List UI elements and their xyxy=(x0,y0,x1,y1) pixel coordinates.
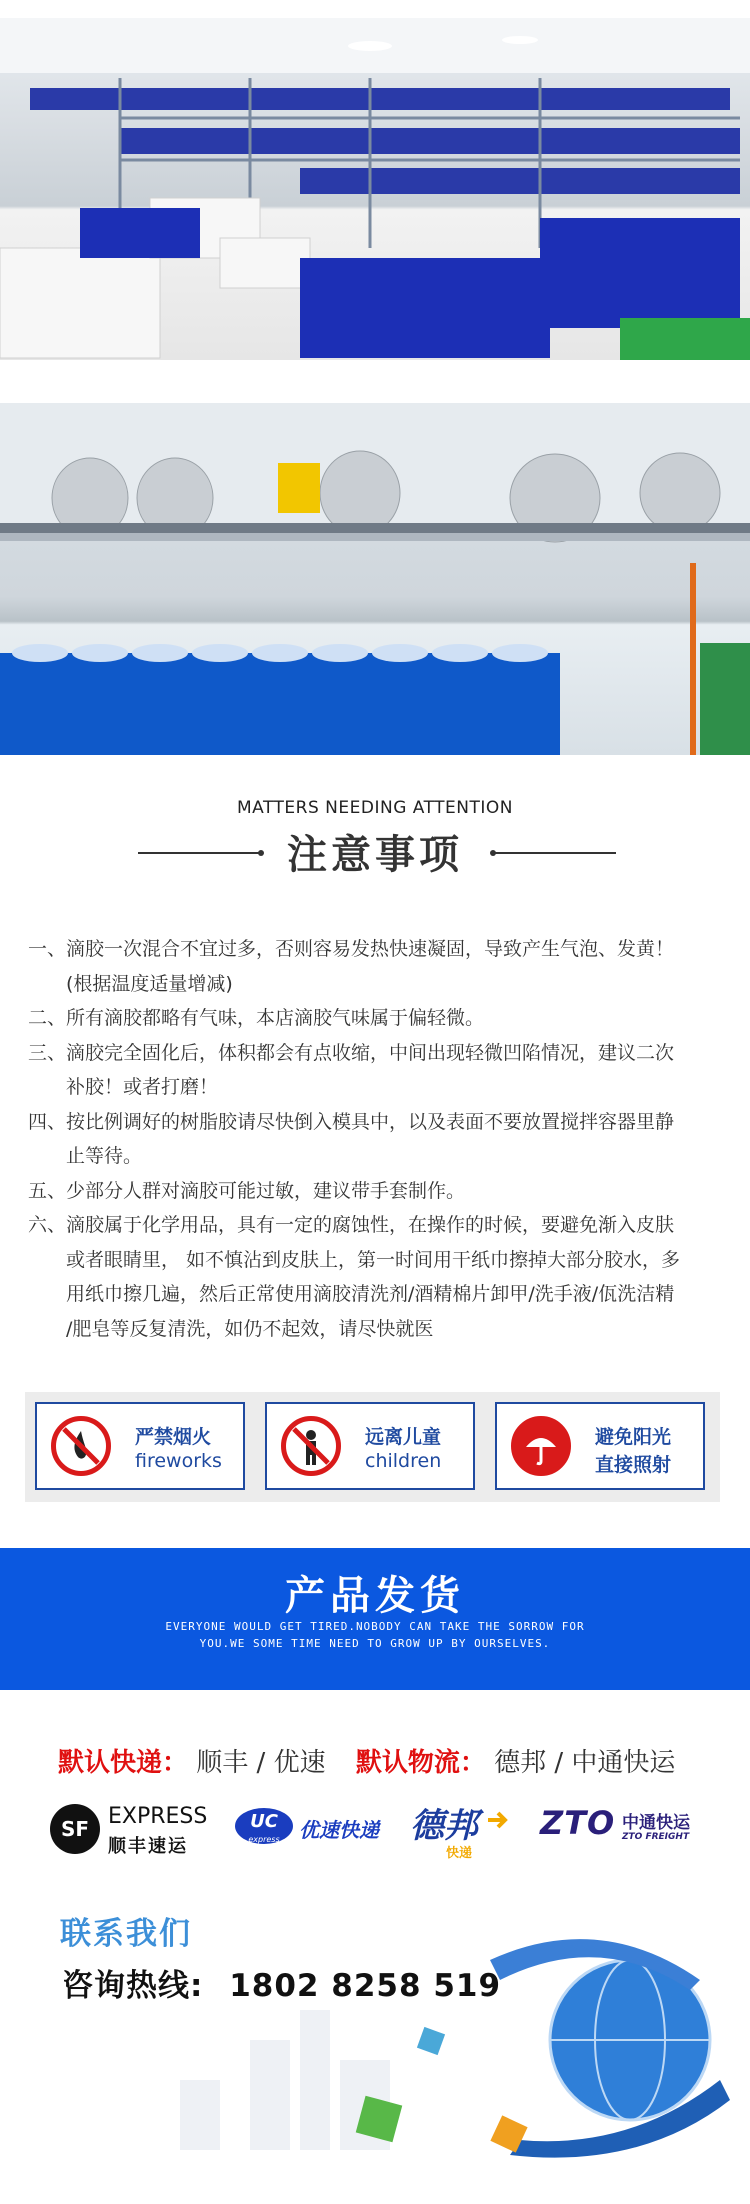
note-1-line-1: 一、滴胶一次混合不宜过多，否则容易发热快速凝固，导致产生气泡、发黄！ xyxy=(28,938,675,960)
shipping-subtitle-line-2: YOU.WE SOME TIME NEED TO GROW UP BY OURSELVES. xyxy=(199,1637,551,1650)
sf-name: EXPRESS xyxy=(108,1804,208,1829)
no-sun-umbrella-icon xyxy=(511,1416,571,1476)
title-divider-right xyxy=(494,852,616,854)
sign-no-sun-subtitle: 直接照射 xyxy=(595,1454,672,1476)
sign-no-children xyxy=(265,1402,475,1490)
zto-mark: ZTO xyxy=(540,1804,616,1842)
no-fire-icon xyxy=(51,1416,111,1476)
attention-title-en: MATTERS NEEDING ATTENTION xyxy=(236,798,514,818)
note-1-line-2: (根据温度适量增减) xyxy=(66,972,233,995)
sign-no-fire-subtitle: fireworks xyxy=(135,1450,222,1472)
sf-cn: 顺丰速运 xyxy=(108,1836,188,1857)
deppon-logo xyxy=(410,1798,530,1860)
note-5-line-1: 五、少部分人群对滴胶可能过敏，建议带手套制作。 xyxy=(28,1179,466,1202)
note-6-line-4: /肥皂等反复清洗，如仍不起效，请尽快就医 xyxy=(66,1317,434,1340)
sign-no-fire xyxy=(35,1402,245,1490)
sign-no-fire-title: 严禁烟火 xyxy=(135,1426,212,1448)
title-divider-dot-left xyxy=(258,850,264,856)
sign-no-sun-title: 避免阳光 xyxy=(595,1426,672,1448)
logistics-label: 默认物流： xyxy=(355,1748,486,1778)
no-children-icon xyxy=(281,1416,341,1476)
shipping-info xyxy=(58,1742,675,1779)
logistics-value: 德邦 / 中通快运 xyxy=(494,1748,676,1778)
attention-notes xyxy=(28,932,728,1346)
uc-mark: UC xyxy=(250,1811,278,1832)
express-value: 顺丰 / 优速 xyxy=(196,1748,326,1778)
carrier-logos xyxy=(50,1798,710,1860)
uc-name: express xyxy=(248,1835,280,1844)
title-divider-left xyxy=(138,852,260,854)
deppon-mark: 德邦 xyxy=(410,1806,478,1846)
note-3-line-1: 三、滴胶完全固化后，体积都会有点收缩，中间出现轻微凹陷情况，建议二次 xyxy=(28,1041,675,1064)
hotline xyxy=(62,1960,501,2005)
deppon-cn: 快递 xyxy=(446,1846,473,1861)
attention-title-cn: 注意事项 xyxy=(287,832,463,878)
note-6-line-2: 或者眼睛里， 如不慎沾到皮肤上，第一时间用干纸巾擦掉大部分胶水，多 xyxy=(66,1248,681,1271)
deppon-arrow-icon xyxy=(486,1808,510,1832)
uc-express-logo xyxy=(235,1798,405,1860)
zto-logo xyxy=(540,1798,715,1860)
shipping-subtitle-line-1: EVERYONE WOULD GET TIRED.NOBODY CAN TAKE THE SORROW FOR xyxy=(165,1620,585,1633)
uc-mark-icon xyxy=(235,1808,293,1844)
note-2-line-1: 二、所有滴胶都略有气味，本店滴胶气味属于偏轻微。 xyxy=(28,1007,485,1029)
shipping-banner xyxy=(0,1548,750,1690)
express-label: 默认快递： xyxy=(58,1748,189,1778)
sf-mark-icon: SF xyxy=(50,1804,100,1854)
sign-no-sun xyxy=(495,1402,705,1490)
hotline-label: 咨询热线: xyxy=(62,1968,204,2004)
note-4-line-1: 四、按比例调好的树脂胶请尽快倒入模具中，以及表面不要放置搅拌容器里静 xyxy=(28,1110,675,1133)
contact-title: 联系我们 xyxy=(60,1916,192,1952)
uc-cn: 优速快递 xyxy=(299,1818,379,1842)
factory-photo xyxy=(0,403,750,755)
shipping-subtitle xyxy=(0,1618,750,1652)
sign-no-children-subtitle: children xyxy=(365,1450,442,1472)
hotline-number: 1802 8258 519 xyxy=(229,1968,502,2004)
warning-signs xyxy=(25,1392,720,1502)
note-6-line-1: 六、滴胶属于化学用品，具有一定的腐蚀性，在操作的时候，要避免渐入皮肤 xyxy=(28,1214,675,1236)
warehouse-photo xyxy=(0,18,750,360)
sign-no-children-title: 远离儿童 xyxy=(365,1426,442,1448)
sf-express-logo xyxy=(50,1798,220,1860)
zto-name: ZTO FREIGHT xyxy=(622,1832,690,1842)
note-4-line-2: 止等待。 xyxy=(66,1145,143,1167)
note-6-line-3: 用纸巾擦几遍，然后正常使用滴胶清洗剂/酒精棉片卸甲/洗手液/佤洗洁精 xyxy=(66,1283,675,1305)
shipping-title: 产品发货 xyxy=(285,1573,465,1619)
note-3-line-2: 补胶！或者打磨！ xyxy=(66,1076,219,1098)
zto-cn: 中通快运 xyxy=(622,1813,690,1833)
